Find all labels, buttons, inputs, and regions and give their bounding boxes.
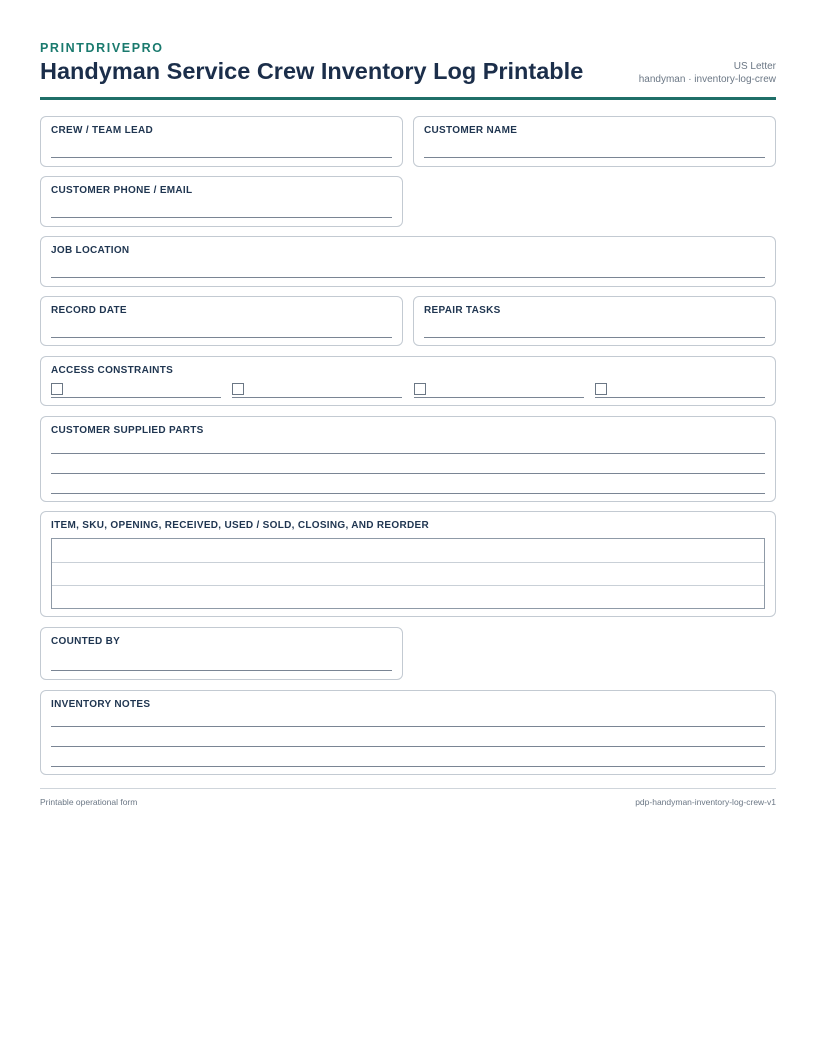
- table-row-divider: [52, 585, 764, 586]
- access-constraint-option[interactable]: [595, 383, 765, 399]
- inventory-item-table[interactable]: [51, 538, 765, 609]
- access-constraint-option[interactable]: [414, 383, 584, 399]
- document-meta: [639, 60, 776, 86]
- record-date-label: RECORD DATE: [51, 305, 127, 316]
- inventory-notes-line[interactable]: [51, 726, 765, 727]
- customer-name-field: [413, 116, 776, 167]
- job-location-label: JOB LOCATION: [51, 245, 130, 256]
- customer-supplied-parts-line[interactable]: [51, 453, 765, 454]
- job-location-input-line[interactable]: [51, 277, 765, 278]
- checkbox-icon[interactable]: [51, 383, 63, 395]
- customer-supplied-parts-field: [40, 416, 776, 502]
- brand-logo-text: PRINTDRIVEPRO: [40, 41, 164, 55]
- access-constraints-label: ACCESS CONSTRAINTS: [51, 365, 174, 376]
- crew-team-lead-input-line[interactable]: [51, 157, 392, 158]
- checkbox-icon[interactable]: [595, 383, 607, 395]
- access-constraint-option[interactable]: [232, 383, 402, 399]
- inventory-notes-line[interactable]: [51, 766, 765, 767]
- customer-phone-email-input-line[interactable]: [51, 217, 392, 218]
- inventory-notes-field: [40, 690, 776, 775]
- footer-description: Printable operational form: [40, 797, 138, 807]
- page-title: Handyman Service Crew Inventory Log Printable: [40, 58, 584, 84]
- job-location-field: [40, 236, 776, 287]
- checkbox-icon[interactable]: [414, 383, 426, 395]
- inventory-notes-line[interactable]: [51, 746, 765, 747]
- crew-team-lead-label: CREW / TEAM LEAD: [51, 125, 154, 136]
- footer-form-id: pdp-handyman-inventory-log-crew-v1: [635, 797, 776, 807]
- inventory-item-table-label: ITEM, SKU, OPENING, RECEIVED, USED / SOLD, CLOSING, AND REORDER: [51, 520, 430, 531]
- customer-supplied-parts-line[interactable]: [51, 493, 765, 494]
- inventory-item-table-field: [40, 511, 776, 617]
- access-constraints-field: [40, 356, 776, 406]
- checkbox-icon[interactable]: [232, 383, 244, 395]
- access-constraint-option[interactable]: [51, 383, 221, 399]
- counted-by-field: [40, 627, 403, 680]
- footer-divider: [40, 788, 776, 789]
- repair-tasks-field: [413, 296, 776, 346]
- customer-name-input-line[interactable]: [424, 157, 765, 158]
- table-row-divider: [52, 562, 764, 563]
- customer-phone-email-field: [40, 176, 403, 227]
- header-divider: [40, 97, 776, 100]
- repair-tasks-input-line[interactable]: [424, 337, 765, 338]
- counted-by-input-line[interactable]: [51, 670, 392, 671]
- customer-phone-email-label: CUSTOMER PHONE / EMAIL: [51, 185, 193, 196]
- record-date-field: [40, 296, 403, 346]
- customer-name-label: CUSTOMER NAME: [424, 125, 518, 136]
- crew-team-lead-field: [40, 116, 403, 167]
- paper-size: US Letter: [733, 61, 776, 72]
- counted-by-label: COUNTED BY: [51, 636, 121, 647]
- customer-supplied-parts-line[interactable]: [51, 473, 765, 474]
- repair-tasks-label: REPAIR TASKS: [424, 305, 501, 316]
- record-date-input-line[interactable]: [51, 337, 392, 338]
- customer-supplied-parts-label: CUSTOMER SUPPLIED PARTS: [51, 425, 204, 436]
- inventory-notes-label: INVENTORY NOTES: [51, 699, 151, 710]
- document-tags: handyman · inventory-log-crew: [638, 74, 776, 85]
